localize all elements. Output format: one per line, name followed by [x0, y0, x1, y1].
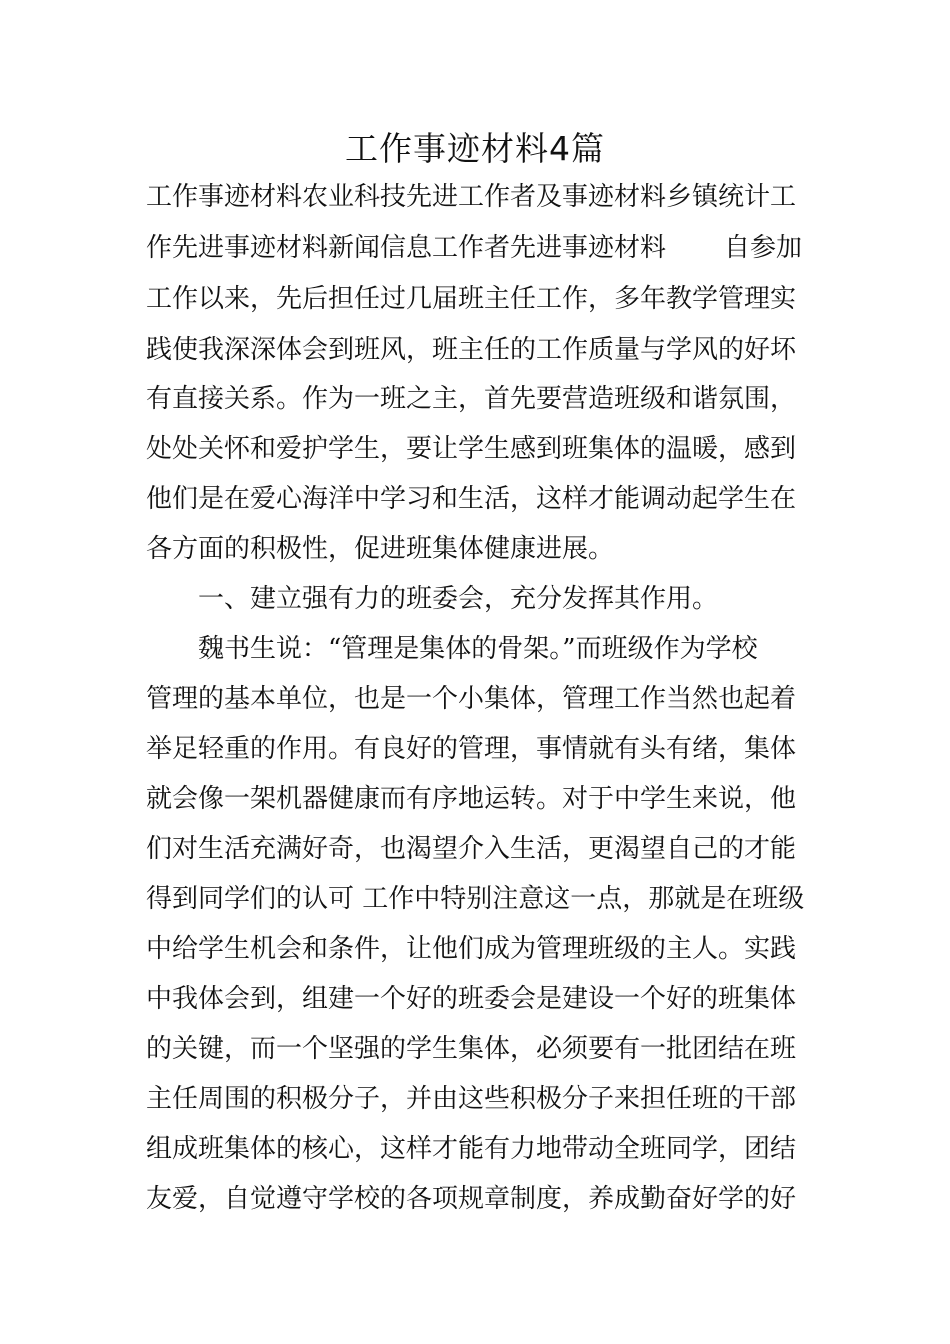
text-line: 中我体会到，组建一个好的班委会是建设一个好的班集体 [146, 984, 797, 1014]
text-line: 们对生活充满好奇，也渴望介入生活，更渴望自己的才能 [146, 834, 797, 864]
text-line: 就会像一架机器健康而有序地运转。对于中学生来说，他 [146, 784, 797, 814]
text-line: 举足轻重的作用。有良好的管理，事情就有头有绪，集体 [146, 734, 797, 764]
text-line: 有直接关系。作为一班之主，首先要营造班级和谐氛围， [146, 384, 797, 414]
text-line: 各方面的积极性，促进班集体健康进展。 [146, 534, 615, 564]
text-line: 主任周围的积极分子，并由这些积极分子来担任班的干部 [146, 1084, 797, 1114]
text-line: 友爱，自觉遵守学校的各项规章制度，养成勤奋好学的好 [146, 1184, 797, 1214]
text-line: 魏书生说：“管理是集体的骨架。”而班级作为学校 [198, 634, 758, 664]
document-title: 工作事迹材料4篇 [345, 129, 605, 168]
text-line-part: 自参加 [724, 233, 803, 263]
text-line: 得到同学们的认可 工作中特别注意这一点，那就是在班级 [146, 884, 805, 914]
text-line: 他们是在爱心海洋中学习和生活，这样才能调动起学生在 [146, 484, 797, 514]
text-line [146, 223, 802, 273]
text-line: 处处关怀和爱护学生，要让学生感到班集体的温暖，感到 [146, 434, 797, 464]
text-line: 组成班集体的核心，这样才能有力地带动全班同学，团结 [146, 1134, 797, 1164]
text-line: 中给学生机会和条件，让他们成为管理班级的主人。实践 [146, 934, 797, 964]
section-heading: 一、建立强有力的班委会，充分发挥其作用。 [198, 584, 719, 614]
text-line: 管理的基本单位，也是一个小集体，管理工作当然也起着 [146, 684, 797, 714]
text-line-part: 作先进事迹材料新闻信息工作者先进事迹材料 [146, 233, 667, 263]
text-line: 工作事迹材料农业科技先进工作者及事迹材料乡镇统计工 [146, 182, 797, 212]
text-line: 的关键，而一个坚强的学生集体，必须要有一批团结在班 [146, 1034, 797, 1064]
text-line: 工作以来，先后担任过几届班主任工作，多年教学管理实 [146, 284, 797, 314]
text-line: 践使我深深体会到班风，班主任的工作质量与学风的好坏 [146, 335, 797, 365]
